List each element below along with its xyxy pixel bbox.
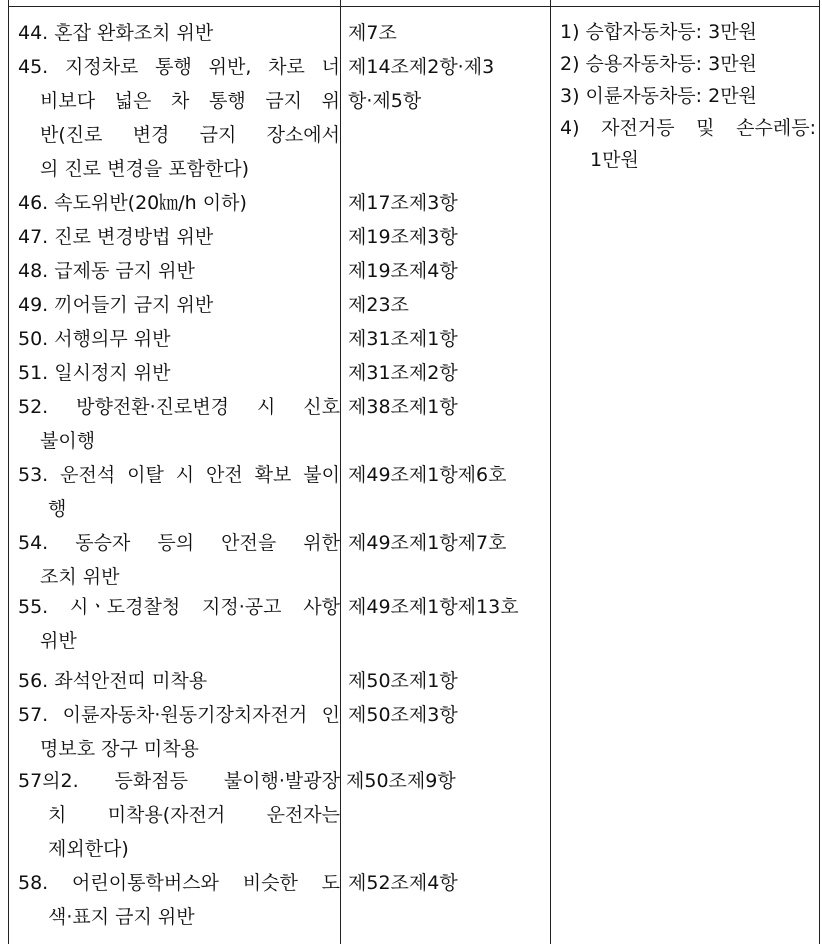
violation-item: 46. 속도위반(20㎞/h 이하)	[18, 192, 247, 214]
violation-item-continued: 위반	[40, 630, 77, 652]
law-article: 제49조제1항제13호	[348, 596, 519, 618]
column-divider-2	[550, 0, 551, 944]
law-article: 제50조제1항	[348, 670, 458, 692]
violation-item-continued: 반(진로 변경 금지 장소에서	[40, 124, 340, 146]
law-article: 제17조제3항	[348, 192, 458, 214]
law-article: 제50조제3항	[348, 704, 458, 726]
violation-item: 58. 어린이통학버스와 비슷한 도	[18, 872, 340, 894]
fine-item-continued: 1만원	[590, 149, 639, 171]
law-article: 제31조제2항	[348, 362, 458, 384]
violation-item-continued: 불이행	[40, 430, 96, 452]
violation-item: 53. 운전석 이탈 시 안전 확보 불이	[18, 464, 340, 486]
violation-item: 57의2. 등화점등 불이행·발광장	[18, 770, 340, 792]
fine-item: 1) 승합자동차등: 3만원	[560, 21, 757, 43]
violation-item-continued: 의 진로 변경을 포함한다)	[40, 158, 250, 180]
violation-item: 55. 시ㆍ도경찰청 지정·공고 사항	[18, 596, 340, 618]
violation-item: 54. 동승자 등의 안전을 위한	[18, 532, 340, 554]
violation-item: 44. 혼잡 완화조치 위반	[18, 22, 214, 44]
violation-item-continued: 치 미착용(자전거 운전자는	[48, 804, 340, 826]
law-article: 제19조제4항	[348, 260, 458, 282]
violation-item: 45. 지정차로 통행 위반, 차로 너	[18, 56, 340, 78]
law-article-continued: 항·제5항	[348, 90, 422, 112]
violation-item: 52. 방향전환·진로변경 시 신호	[18, 396, 340, 418]
law-article: 제49조제1항제7호	[348, 532, 507, 554]
fine-item: 3) 이륜자동차등: 2만원	[560, 85, 757, 107]
law-article: 제50조제9항	[346, 770, 456, 792]
law-article: 제7조	[348, 22, 397, 44]
violation-item-continued: 조치 위반	[40, 566, 120, 588]
law-article: 제38조제1항	[348, 396, 458, 418]
column-divider-1	[340, 0, 341, 944]
violation-item: 49. 끼어들기 금지 위반	[18, 294, 214, 316]
violation-item: 57. 이륜자동차·원동기장치자전거 인	[18, 704, 340, 726]
law-article: 제49조제1항제6호	[348, 464, 507, 486]
table-top-border	[8, 6, 820, 7]
violation-item: 50. 서행의무 위반	[18, 328, 171, 350]
violation-item-continued: 행	[48, 498, 67, 520]
violation-item-continued: 명보호 장구 미착용	[40, 738, 199, 760]
violation-item-continued: 색·표지 금지 위반	[48, 906, 195, 928]
violation-item: 47. 진로 변경방법 위반	[18, 226, 214, 248]
penalty-table	[8, 0, 820, 944]
violation-item: 56. 좌석안전띠 미착용	[18, 670, 208, 692]
violation-item: 48. 급제동 금지 위반	[18, 260, 195, 282]
law-article: 제31조제1항	[348, 328, 458, 350]
law-article: 제14조제2항·제3	[348, 56, 495, 78]
table-left-border	[8, 0, 9, 944]
table-right-border	[819, 0, 820, 944]
violation-item-continued: 제외한다)	[48, 838, 129, 860]
law-article: 제19조제3항	[348, 226, 458, 248]
fine-item: 4) 자전거등 및 손수레등:	[560, 117, 816, 139]
fine-item: 2) 승용자동차등: 3만원	[560, 53, 757, 75]
violation-item: 51. 일시정지 위반	[18, 362, 171, 384]
law-article: 제23조	[348, 294, 409, 316]
fine-amounts	[560, 16, 816, 176]
violation-item-continued: 비보다 넓은 차 통행 금지 위	[40, 90, 340, 112]
law-article: 제52조제4항	[348, 872, 458, 894]
